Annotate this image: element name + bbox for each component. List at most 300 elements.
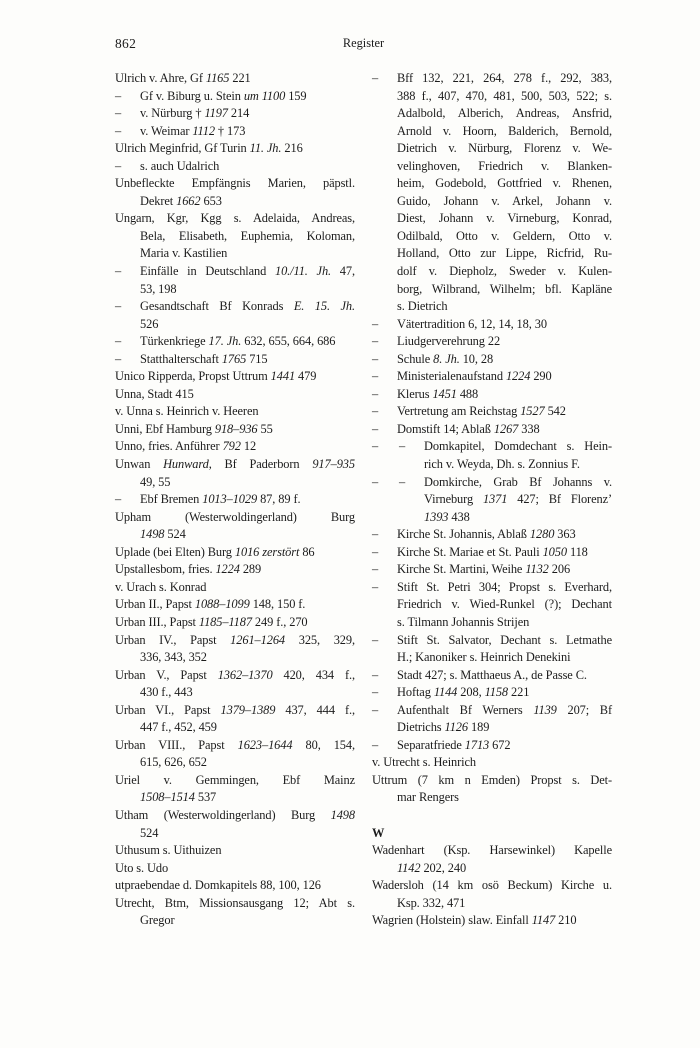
sub-entry-dash: – — [115, 158, 122, 173]
text-run: Uto s. Udo — [115, 860, 169, 875]
text-run: Stift St. Salvator, Dechant s. Letmathe — [397, 632, 612, 647]
index-line — [115, 719, 355, 737]
text-run: 1441 — [270, 369, 296, 384]
text-run: Domkapitel, Domdechant s. Hein- — [424, 439, 612, 454]
index-line — [115, 596, 355, 614]
index-line — [115, 491, 355, 509]
index-line — [372, 333, 612, 351]
text-run: 1112 — [192, 123, 215, 138]
text-run: 8. Jh. — [433, 351, 460, 366]
text-run: Wagrien (Holstein) slaw. Einfall — [372, 913, 532, 928]
index-line — [372, 544, 612, 562]
index-line — [115, 123, 355, 141]
index-line — [115, 789, 355, 807]
text-run: 1050 — [542, 544, 567, 559]
text-run: 792 — [222, 439, 241, 454]
index-line — [115, 228, 355, 246]
text-run: Upham (Westerwoldingerland) Burg — [115, 509, 355, 524]
index-line — [372, 702, 612, 720]
text-run: Unico Ripperda, Propst Uttrum — [115, 369, 271, 384]
text-run: 437, 444 f., — [275, 702, 355, 717]
index-line — [372, 158, 612, 176]
text-run: 289 — [239, 562, 262, 577]
text-run: 118 — [566, 544, 588, 559]
index-line — [115, 825, 355, 843]
text-run: Uplade (bei Elten) Burg — [115, 544, 235, 559]
text-run: um 1100 — [243, 88, 286, 103]
index-line — [372, 754, 612, 772]
text-run: 1261–1264 — [230, 632, 286, 647]
text-run: 1224 — [505, 369, 531, 384]
index-columns — [115, 70, 612, 930]
sub-entry-dash: – — [115, 123, 122, 138]
text-run: 214 — [227, 106, 250, 121]
text-run: 420, 434 f., — [272, 667, 355, 682]
text-run: Ksp. 332, 471 — [397, 895, 466, 910]
index-column-right — [372, 70, 612, 930]
text-run: Maria v. Kastilien — [140, 246, 228, 261]
index-line — [115, 70, 355, 88]
text-run: E. 15. Jh. — [293, 299, 355, 314]
text-run: v. Weimar — [140, 123, 193, 138]
text-run: 917–935 — [312, 457, 355, 472]
index-line — [372, 210, 612, 228]
text-run: 526 — [140, 316, 159, 331]
text-run: Unwan — [115, 457, 164, 472]
index-line — [115, 561, 355, 579]
text-run: Upstallesbom, fries. — [115, 562, 216, 577]
index-line — [115, 632, 355, 650]
index-line — [372, 228, 612, 246]
sub-entry-dash: – — [115, 106, 122, 121]
index-line — [115, 509, 355, 527]
text-run: v. Urach s. Konrad — [115, 579, 207, 594]
text-run: 524 — [140, 825, 159, 840]
text-run: Adalbold, Alberich, Andreas, Ansfrid, — [397, 106, 612, 121]
text-run: Gf v. Biburg u. Stein — [140, 88, 244, 103]
text-run: Friedrich v. Wied-Runkel (?); Dechant — [397, 597, 612, 612]
text-run: 1498 — [140, 527, 165, 542]
text-run: utpraebendae d. Domkapitels 88, 100, 126 — [115, 878, 321, 893]
index-line — [372, 70, 612, 88]
page-number: 862 — [115, 36, 137, 51]
index-line — [115, 438, 355, 456]
text-run: Klerus — [397, 386, 433, 401]
index-line — [115, 702, 355, 720]
sub-entry-dash: – — [372, 667, 379, 682]
text-run: Liudgerverehrung 22 — [397, 334, 501, 349]
text-run: 524 — [164, 527, 186, 542]
sub-entry-dash: – — [372, 544, 379, 559]
index-line — [372, 298, 612, 316]
text-run: 206 — [548, 562, 571, 577]
text-run: 49, 55 — [140, 474, 171, 489]
text-run: W — [372, 825, 385, 840]
sub-entry-dash: – — [372, 334, 379, 349]
text-run: Wadersloh (14 km osö Beckum) Kirche u. — [372, 878, 612, 893]
text-run: Kirche St. Martini, Weihe — [397, 562, 526, 577]
index-line — [372, 772, 612, 790]
index-line — [115, 210, 355, 228]
index-line — [115, 105, 355, 123]
index-line — [372, 491, 612, 509]
sub-entry-dash: – — [115, 351, 122, 366]
text-run: 488 — [456, 386, 479, 401]
text-run: 17. Jh. — [208, 334, 242, 349]
text-run: 1197 — [204, 106, 228, 121]
text-run: 10./11. Jh. — [274, 264, 332, 279]
text-run: Guido, Johann v. Arkel, Johann v. — [397, 193, 612, 208]
text-run: Stadt 427; s. Matthaeus A., de Passe C. — [397, 667, 587, 682]
text-run: Urban VIII., Papst — [115, 737, 238, 752]
text-run: 1379–1389 — [220, 702, 276, 717]
text-run: 249 f., 270 — [251, 614, 308, 629]
text-run: 55 — [257, 421, 273, 436]
text-run: Urban IV., Papst — [115, 632, 231, 647]
text-run: Ebf Bremen — [140, 492, 203, 507]
text-run: 1498 — [330, 807, 355, 822]
text-run: Diest, Johann v. Virneburg, Konrad, — [397, 211, 612, 226]
index-line — [115, 140, 355, 158]
text-run: Gregor — [140, 913, 175, 928]
blank-line — [372, 807, 612, 825]
index-line — [372, 632, 612, 650]
index-column-left — [115, 70, 355, 930]
sub-entry-dash: – — [372, 579, 379, 594]
text-run: 542 — [544, 404, 566, 419]
index-line — [372, 123, 612, 141]
text-run: Bela, Elisabeth, Euphemia, Koloman, — [140, 228, 355, 243]
text-run: 208, — [457, 685, 485, 700]
text-run: Unno, fries. Anführer — [115, 439, 223, 454]
text-run: v. Nürburg † — [140, 106, 205, 121]
text-run: Vertretung am Reichstag — [397, 404, 521, 419]
sub-entry-dash: – — [399, 439, 406, 454]
index-line — [115, 579, 355, 597]
text-run: 86 — [299, 544, 315, 559]
sub-entry-dash: – — [115, 264, 122, 279]
text-run: 1224 — [215, 562, 240, 577]
text-run: Hoftag — [397, 685, 434, 700]
text-run: 1165 — [205, 71, 230, 85]
text-run: Vätertradition 6, 12, 14, 18, 30 — [397, 316, 547, 331]
index-line — [115, 456, 355, 474]
running-title: Register — [342, 36, 385, 50]
text-run: 438 — [448, 509, 470, 524]
sub-entry-dash: – — [372, 474, 379, 489]
index-line — [115, 333, 355, 351]
text-run: velinghoven, Friedrich v. Blanken- — [397, 158, 612, 173]
sub-entry-dash: – — [372, 71, 379, 85]
text-run: , Bf Paderborn — [208, 457, 313, 472]
index-line — [115, 403, 355, 421]
text-run: 1362–1370 — [217, 667, 273, 682]
text-run: Bff 132, 221, 264, 278 f., 292, 383, — [397, 71, 612, 85]
sub-entry-dash: – — [372, 351, 379, 366]
index-line — [115, 649, 355, 667]
text-run: rich v. Weyda, Dh. s. Zonnius F. — [424, 457, 580, 472]
sub-entry-dash: – — [372, 562, 379, 577]
index-line — [372, 561, 612, 579]
index-line — [115, 88, 355, 106]
index-line — [372, 368, 612, 386]
text-run: Urban VI., Papst — [115, 702, 221, 717]
index-line — [115, 667, 355, 685]
index-line — [372, 596, 612, 614]
index-line — [372, 842, 612, 860]
text-run: Einfälle in Deutschland — [140, 264, 275, 279]
text-run: Unna, Stadt 415 — [115, 386, 194, 401]
text-run: 1623–1644 — [237, 737, 293, 752]
sub-entry-dash: – — [372, 702, 379, 717]
index-line — [115, 386, 355, 404]
text-run: Uttrum (7 km n Emden) Propst s. Det- — [372, 772, 612, 787]
index-line — [115, 158, 355, 176]
text-run: 80, 154, — [292, 737, 355, 752]
sub-entry-dash: – — [372, 421, 379, 436]
index-line — [372, 421, 612, 439]
text-run: 1132 — [525, 562, 549, 577]
index-line — [372, 649, 612, 667]
index-line — [372, 825, 612, 843]
index-line — [115, 842, 355, 860]
index-line — [372, 403, 612, 421]
sub-entry-dash: – — [115, 334, 122, 349]
text-run: 1013–1029 — [202, 492, 258, 507]
index-line — [115, 421, 355, 439]
text-run: Stift St. Petri 304; Propst s. Everhard, — [397, 579, 612, 594]
index-line — [115, 877, 355, 895]
index-line — [372, 193, 612, 211]
index-line — [115, 281, 355, 299]
text-run: 221 — [508, 685, 530, 700]
text-run: 918–936 — [214, 421, 258, 436]
index-line — [115, 895, 355, 913]
text-run: 1527 — [520, 404, 545, 419]
sub-entry-dash: – — [372, 737, 379, 752]
text-run: 1126 — [444, 720, 468, 735]
sub-entry-dash: – — [372, 404, 379, 419]
text-run: 1451 — [432, 386, 457, 401]
text-run: v. Unna s. Heinrich v. Heeren — [115, 404, 259, 419]
text-run: 479 — [295, 369, 317, 384]
text-run: 427; Bf Florenz’ — [507, 492, 612, 507]
text-run: 537 — [194, 790, 217, 805]
text-run: Kirche St. Mariae et St. Pauli — [397, 544, 543, 559]
index-line — [115, 193, 355, 211]
text-run: Domkirche, Grab Bf Johanns v. — [424, 474, 612, 489]
text-run: 653 — [200, 193, 222, 208]
index-line — [372, 88, 612, 106]
sub-entry-dash: – — [372, 527, 379, 542]
index-line — [115, 263, 355, 281]
sub-entry-dash: – — [372, 369, 379, 384]
index-line — [372, 474, 612, 492]
text-run: 1713 — [464, 737, 490, 752]
text-run: Wadenhart (Ksp. Harsewinkel) Kapelle — [372, 843, 612, 858]
index-line — [372, 105, 612, 123]
index-line — [115, 912, 355, 930]
book-page — [115, 0, 612, 930]
text-run: 10, 28 — [459, 351, 494, 366]
sub-entry-dash: – — [115, 88, 122, 103]
index-line — [372, 737, 612, 755]
text-run: Urban III., Papst — [115, 614, 199, 629]
text-run: 1144 — [433, 685, 458, 700]
text-run: 210 — [555, 913, 577, 928]
text-run: s. Dietrich — [397, 299, 448, 314]
sub-entry-dash: – — [372, 439, 379, 454]
text-run: 1185–1187 — [198, 614, 252, 629]
text-run: 615, 626, 652 — [140, 755, 207, 770]
index-line — [372, 684, 612, 702]
index-line — [372, 912, 612, 930]
text-run: 1280 — [529, 527, 555, 542]
text-run: Ulrich v. Ahre, Gf — [115, 71, 206, 85]
index-line — [115, 737, 355, 755]
text-run: heim, Godebold, Gottfried v. Rhenen, — [397, 176, 612, 191]
text-run: Virneburg — [424, 492, 483, 507]
text-run: 159 — [285, 88, 307, 103]
index-line — [115, 614, 355, 632]
text-run: 632, 655, 664, 686 — [241, 334, 336, 349]
index-line — [372, 579, 612, 597]
text-run: 363 — [554, 527, 576, 542]
index-line — [372, 140, 612, 158]
text-run: 189 — [468, 720, 490, 735]
index-line — [115, 316, 355, 334]
index-line — [372, 281, 612, 299]
text-run: 325, 329, — [285, 632, 355, 647]
index-line — [372, 316, 612, 334]
text-run: mar Rengers — [397, 790, 459, 805]
text-run: 1088–1099 — [194, 597, 250, 612]
text-run: Statthalterschaft — [140, 351, 222, 366]
index-line — [115, 351, 355, 369]
text-run: 447 f., 452, 459 — [140, 720, 217, 735]
text-run: Dietrichs — [397, 720, 445, 735]
text-run: Urban V., Papst — [115, 667, 218, 682]
sub-entry-dash: – — [372, 386, 379, 401]
text-run: Urban II., Papst — [115, 597, 195, 612]
index-line — [115, 245, 355, 263]
text-run: 148, 150 f. — [249, 597, 306, 612]
index-line — [372, 667, 612, 685]
text-run: 12 — [240, 439, 257, 454]
text-run: 1393 — [424, 509, 449, 524]
sub-entry-dash: – — [115, 492, 122, 507]
text-run: Dietrich v. Nürburg, Florenz v. We- — [397, 141, 612, 156]
index-line — [115, 684, 355, 702]
text-run: Hunward — [163, 457, 209, 472]
text-run: 87, 89 f. — [257, 492, 301, 507]
index-line — [372, 386, 612, 404]
text-run: Ministerialenaufstand — [397, 369, 506, 384]
text-run: Ungarn, Kgr, Kgg s. Adelaida, Andreas, — [115, 211, 355, 226]
index-line — [115, 807, 355, 825]
text-run: † 173 — [214, 123, 246, 138]
index-line — [372, 245, 612, 263]
text-run: 1158 — [484, 685, 509, 700]
index-line — [372, 877, 612, 895]
sub-entry-dash: – — [115, 299, 122, 314]
text-run: Holland, Otto zur Lippe, Ricfrid, Ru- — [397, 246, 612, 261]
index-line — [372, 175, 612, 193]
index-line — [372, 263, 612, 281]
index-line — [372, 351, 612, 369]
text-run: Arnold v. Hoorn, Balderich, Bernold, — [397, 123, 612, 138]
index-line — [372, 456, 612, 474]
text-run: 290 — [530, 369, 552, 384]
index-line — [115, 860, 355, 878]
index-line — [372, 438, 612, 456]
text-run: 430 f., 443 — [140, 685, 193, 700]
text-run: 1662 — [176, 193, 201, 208]
index-line — [372, 526, 612, 544]
text-run: Domstift 14; Ablaß — [397, 421, 494, 436]
text-run: 1147 — [531, 913, 556, 928]
index-line — [115, 544, 355, 562]
page-header — [115, 0, 612, 54]
text-run: 1765 — [221, 351, 247, 366]
index-line — [372, 509, 612, 527]
sub-entry-dash: – — [372, 632, 379, 647]
text-run: 1142 — [397, 860, 421, 875]
index-line — [115, 526, 355, 544]
text-run: dolf v. Diepholz, Sweder v. Kulen- — [397, 264, 612, 279]
text-run: 1139 — [533, 702, 557, 717]
text-run: 1371 — [482, 492, 508, 507]
text-run: 388 f., 407, 470, 481, 500, 503, 522; s. — [397, 88, 612, 103]
text-run: 221 — [229, 71, 251, 85]
index-line — [115, 754, 355, 772]
text-run: s. auch Udalrich — [140, 158, 220, 173]
text-run: 11. Jh. — [249, 141, 282, 156]
text-run: Unni, Ebf Hamburg — [115, 421, 215, 436]
text-run: borg, Wilbrand, Wilhelm; bfl. Kapläne — [397, 281, 612, 296]
text-run: Unbefleckte Empfängnis Marien, päpstl. — [115, 176, 355, 191]
sub-entry-dash: – — [372, 316, 379, 331]
text-run: Dekret — [140, 193, 177, 208]
index-line — [372, 789, 612, 807]
index-line — [115, 368, 355, 386]
text-run: Aufenthalt Bf Werners — [397, 702, 534, 717]
text-run: v. Utrecht s. Heinrich — [372, 755, 477, 770]
text-run: Uriel v. Gemmingen, Ebf Mainz — [115, 772, 355, 787]
text-run: 53, 198 — [140, 281, 177, 296]
text-run: Utrecht, Btm, Missionsausgang 12; Abt s. — [115, 895, 355, 910]
text-run: 336, 343, 352 — [140, 650, 207, 665]
index-line — [372, 614, 612, 632]
sub-entry-dash: – — [399, 474, 406, 489]
sub-entry-dash: – — [372, 685, 379, 700]
text-run: 672 — [489, 737, 511, 752]
text-run: H.; Kanoniker s. Heinrich Denekini — [397, 650, 571, 665]
text-run: 207; Bf — [556, 702, 612, 717]
text-run: Uthusum s. Uithuizen — [115, 843, 222, 858]
index-line — [115, 175, 355, 193]
text-run: 202, 240 — [420, 860, 467, 875]
text-run: Utham (Westerwoldingerland) Burg — [115, 807, 331, 822]
text-run: 715 — [246, 351, 268, 366]
text-run: Gesandtschaft Bf Konrads — [140, 299, 294, 314]
text-run: Kirche St. Johannis, Ablaß — [397, 527, 530, 542]
text-run: 1508–1514 — [140, 790, 195, 805]
index-line — [372, 860, 612, 878]
text-run: 47, — [331, 264, 355, 279]
text-run: 1267 — [493, 421, 519, 436]
text-run: 338 — [518, 421, 540, 436]
